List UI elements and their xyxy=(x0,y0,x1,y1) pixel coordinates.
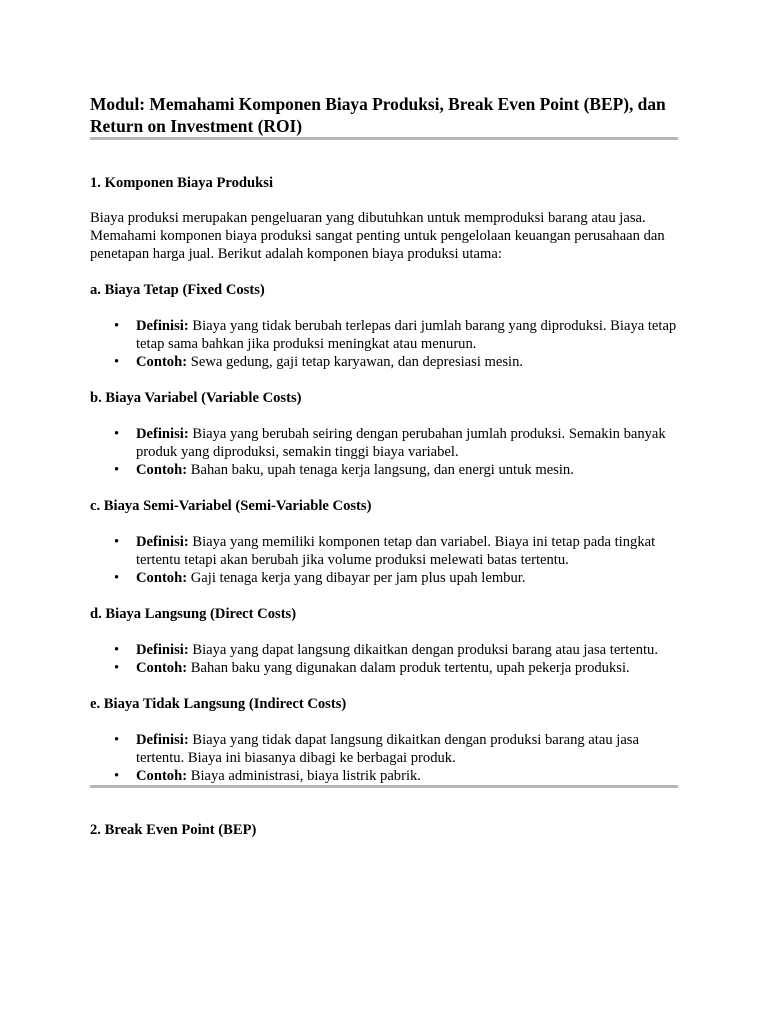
bullet-icon: • xyxy=(114,660,120,676)
list-biaya-tetap xyxy=(90,317,678,371)
bullet-icon: • xyxy=(114,354,120,370)
section-intro-paragraph: Biaya produksi merupakan pengeluaran yang dibutuhkan untuk memproduksi barang atau jasa. Memahami komponen biaya produksi sangat penting untuk pengelolaan keuangan perusahaan dan penetapan harga jual. Berikut adalah komponen biaya produksi utama: xyxy=(90,210,665,262)
list-item-definisi xyxy=(114,731,678,767)
list-biaya-tidak-langsung xyxy=(90,731,678,785)
definition-label: Definisi: xyxy=(136,732,189,748)
definition-label: Definisi: xyxy=(136,426,189,442)
example-label: Contoh: xyxy=(136,354,188,370)
definition-label: Definisi: xyxy=(136,318,189,334)
example-label: Contoh: xyxy=(136,768,188,784)
example-text: Gaji tenaga kerja yang dibayar per jam plus upah lembur. xyxy=(187,570,526,586)
list-item-contoh xyxy=(114,569,678,587)
list-item-contoh xyxy=(114,767,678,785)
subsection-heading-biaya-langsung: d. Biaya Langsung (Direct Costs) xyxy=(90,606,297,622)
list-biaya-semi-variabel xyxy=(90,533,678,587)
section-heading-komponen-biaya: 1. Komponen Biaya Produksi xyxy=(90,175,274,191)
divider-bottom xyxy=(90,785,678,788)
bullet-icon: • xyxy=(114,768,120,784)
divider-top xyxy=(90,137,678,140)
definition-text: Biaya yang tidak berubah terlepas dari jumlah barang yang diproduksi. Biaya tetap tetap sama bahkan jika produksi meningkat atau menurun. xyxy=(136,318,677,352)
bullet-icon: • xyxy=(114,534,120,550)
subsection-heading-biaya-semi-variabel: c. Biaya Semi-Variabel (Semi-Variable Costs) xyxy=(90,498,372,514)
example-text: Biaya administrasi, biaya listrik pabrik. xyxy=(187,768,421,784)
example-label: Contoh: xyxy=(136,462,188,478)
list-item-contoh xyxy=(114,659,678,677)
example-text: Sewa gedung, gaji tetap karyawan, dan depresiasi mesin. xyxy=(187,354,524,370)
definition-text: Biaya yang dapat langsung dikaitkan dengan produksi barang atau jasa tertentu. xyxy=(188,642,658,658)
bullet-icon: • xyxy=(114,426,120,442)
example-text: Bahan baku yang digunakan dalam produk tertentu, upah pekerja produksi. xyxy=(187,660,630,676)
list-biaya-langsung xyxy=(90,641,678,677)
list-item-definisi xyxy=(114,317,678,353)
bullet-icon: • xyxy=(114,732,120,748)
subsection-heading-biaya-tetap: a. Biaya Tetap (Fixed Costs) xyxy=(90,282,265,298)
list-item-contoh xyxy=(114,461,678,479)
definition-label: Definisi: xyxy=(136,642,189,658)
section-heading-break-even-point: 2. Break Even Point (BEP) xyxy=(90,822,257,838)
list-item-definisi xyxy=(114,533,678,569)
list-item-definisi xyxy=(114,641,678,659)
bullet-icon: • xyxy=(114,570,120,586)
example-text: Bahan baku, upah tenaga kerja langsung, dan energi untuk mesin. xyxy=(187,462,574,478)
definition-text: Biaya yang tidak dapat langsung dikaitkan dengan produksi barang atau jasa tertentu. Biaya ini biasanya dibagi ke berbagai produk. xyxy=(136,732,639,766)
list-item-contoh xyxy=(114,353,678,371)
bullet-icon: • xyxy=(114,318,120,334)
subsection-heading-biaya-tidak-langsung: e. Biaya Tidak Langsung (Indirect Costs) xyxy=(90,696,347,712)
definition-text: Biaya yang memiliki komponen tetap dan variabel. Biaya ini tetap pada tingkat tertentu tetapi akan berubah jika volume produksi melewati batas tertentu. xyxy=(136,534,656,568)
example-label: Contoh: xyxy=(136,570,188,586)
list-biaya-variabel xyxy=(90,425,678,479)
bullet-icon: • xyxy=(114,642,120,658)
definition-text: Biaya yang berubah seiring dengan perubahan jumlah produksi. Semakin banyak produk yang diproduksi, semakin tinggi biaya variabel. xyxy=(136,426,666,460)
example-label: Contoh: xyxy=(136,660,188,676)
list-item-definisi xyxy=(114,425,678,461)
document-title: Modul: Memahami Komponen Biaya Produksi, Break Even Point (BEP), dan Return on Investment (ROI) xyxy=(90,94,666,136)
bullet-icon: • xyxy=(114,462,120,478)
definition-label: Definisi: xyxy=(136,534,189,550)
subsection-heading-biaya-variabel: b. Biaya Variabel (Variable Costs) xyxy=(90,390,302,406)
